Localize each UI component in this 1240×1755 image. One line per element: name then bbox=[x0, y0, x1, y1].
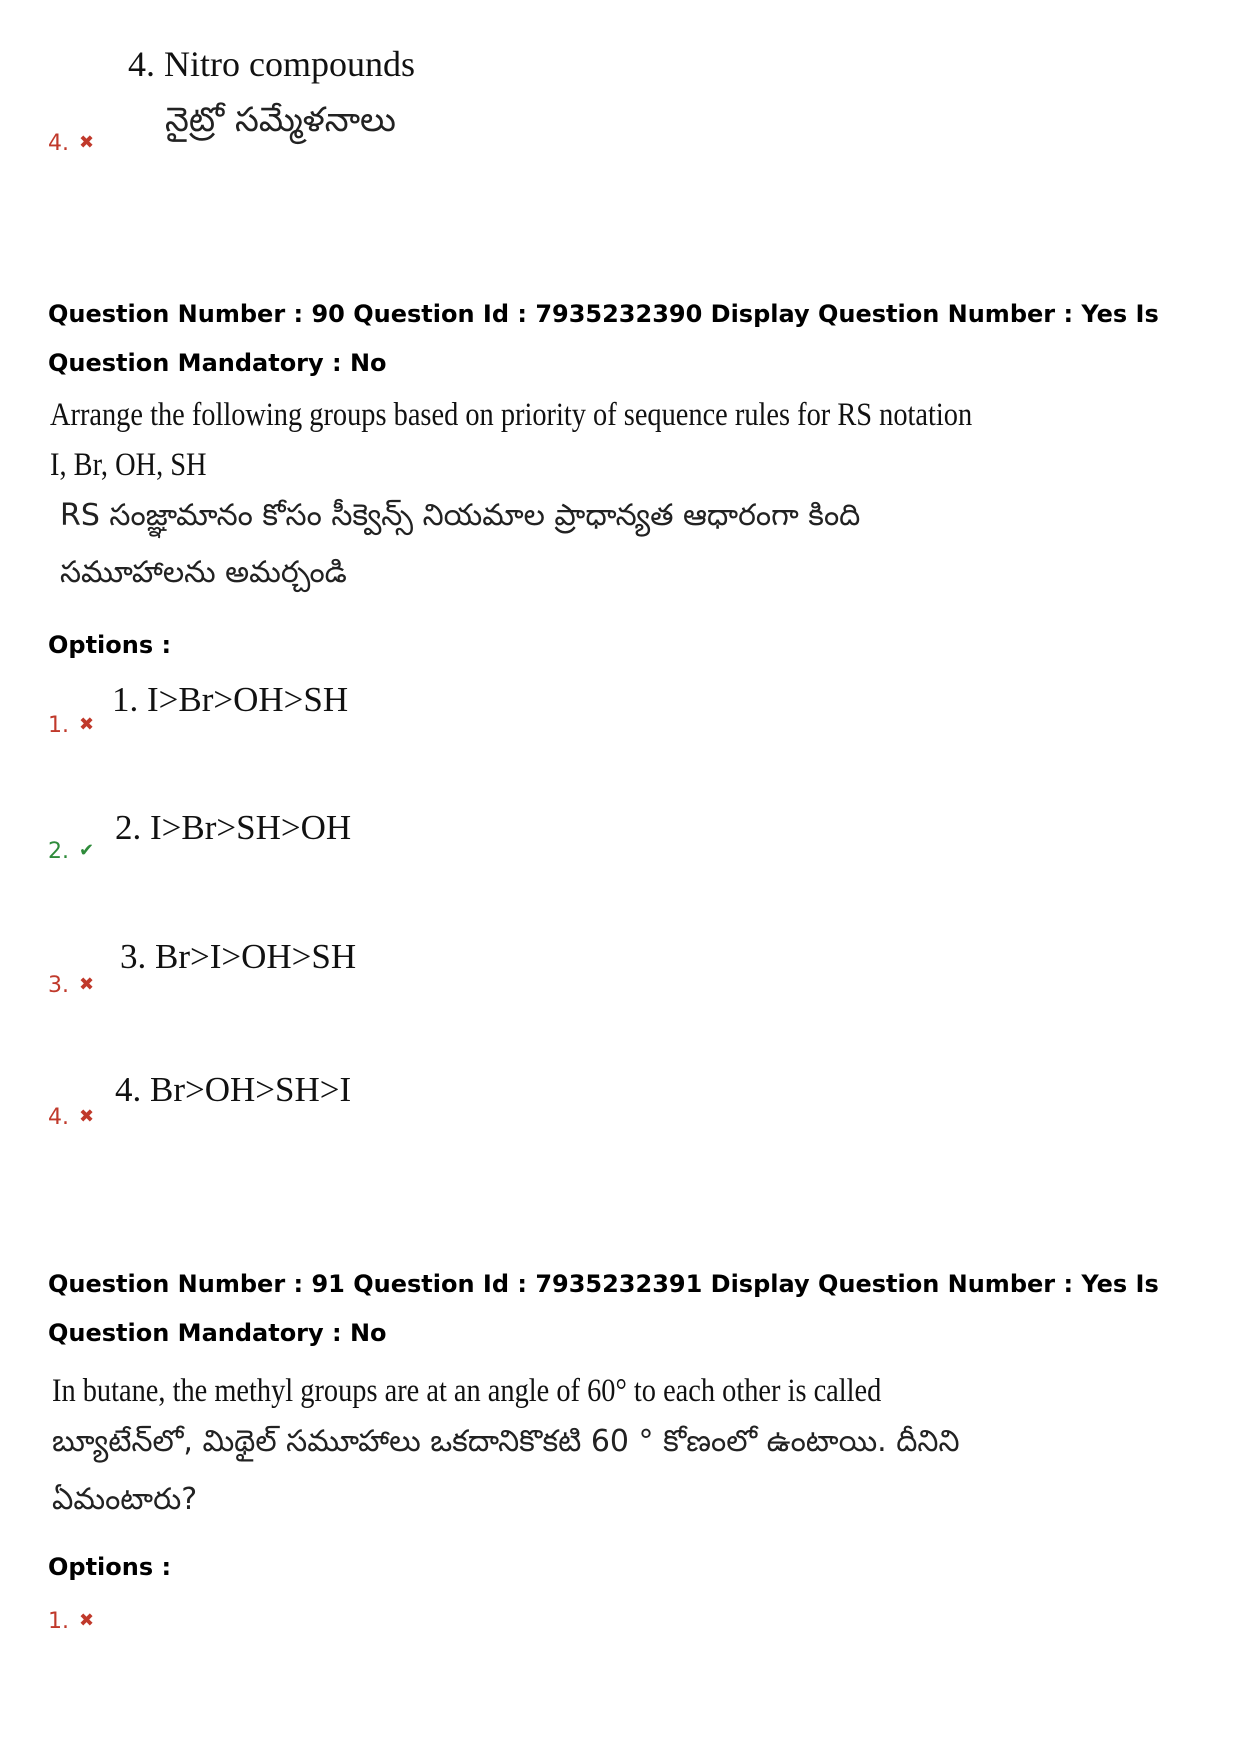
cross-icon: ✖ bbox=[79, 1610, 95, 1631]
prev-option-4-text-en: 4. Nitro compounds bbox=[128, 44, 415, 84]
options-label-91: Options : bbox=[48, 1553, 172, 1581]
question-90-option-2-marker bbox=[48, 838, 94, 865]
options-label-90: Options : bbox=[48, 631, 172, 659]
question-90-stem-en-line1: Arrange the following groups based on priority of sequence rules for RS notation bbox=[50, 397, 973, 433]
cross-icon: ✖ bbox=[79, 974, 95, 995]
question-91-option-1-marker bbox=[48, 1608, 94, 1635]
question-90-option-3-text: 3. Br>I>OH>SH bbox=[120, 937, 357, 976]
question-90-stem-en-line2: I, Br, OH, SH bbox=[50, 447, 207, 483]
cross-icon: ✖ bbox=[79, 1106, 95, 1127]
option-number: 1. bbox=[48, 713, 69, 738]
option-number: 1. bbox=[48, 1609, 69, 1634]
question-90-stem-te-line2: సమూహాలను అమర్చండి bbox=[60, 555, 347, 590]
question-90-option-3-marker bbox=[48, 972, 94, 999]
question-91-stem-te-line1: బ్యూటేన్‌లో, మిథైల్ సమూహాలు ఒకదానికొకటి 60 ° కోణంలో ఉంటాయి. దీనిని bbox=[52, 1424, 960, 1459]
question-90-option-4-text: 4. Br>OH>SH>I bbox=[115, 1070, 352, 1109]
question-90-option-1-marker bbox=[48, 712, 94, 739]
option-number: 4. bbox=[48, 1105, 69, 1130]
cross-icon: ✖ bbox=[79, 714, 95, 735]
question-91-stem-en-line1: In butane, the methyl groups are at an angle of 60° to each other is called bbox=[52, 1373, 882, 1409]
question-90-stem-te-line1: RS సంజ్ఞామానం కోసం సీక్వెన్స్ నియమాల ప్రాధాన్యత ఆధారంగా కింది bbox=[60, 498, 861, 533]
option-number: 3. bbox=[48, 973, 69, 998]
question-90-option-2-text: 2. I>Br>SH>OH bbox=[115, 808, 352, 847]
option-number: 2. bbox=[48, 839, 69, 864]
question-91-stem-te-line2: ఏమంటారు? bbox=[52, 1482, 198, 1517]
question-header-90: Question Number : 90 Question Id : 7935232390 Display Question Number : Yes Is Question Mandatory : No bbox=[48, 300, 1159, 377]
option-number: 4. bbox=[48, 131, 69, 156]
check-icon: ✔ bbox=[79, 840, 95, 861]
prev-option-4-text-te: నైట్రో సమ్మేళనాలు bbox=[165, 100, 396, 140]
question-header-91: Question Number : 91 Question Id : 7935232391 Display Question Number : Yes Is Question Mandatory : No bbox=[48, 1270, 1159, 1347]
cross-icon: ✖ bbox=[79, 132, 95, 153]
question-90-option-4-marker bbox=[48, 1104, 94, 1131]
question-90-option-1-text: 1. I>Br>OH>SH bbox=[112, 680, 349, 719]
prev-option-4-marker bbox=[48, 130, 94, 157]
